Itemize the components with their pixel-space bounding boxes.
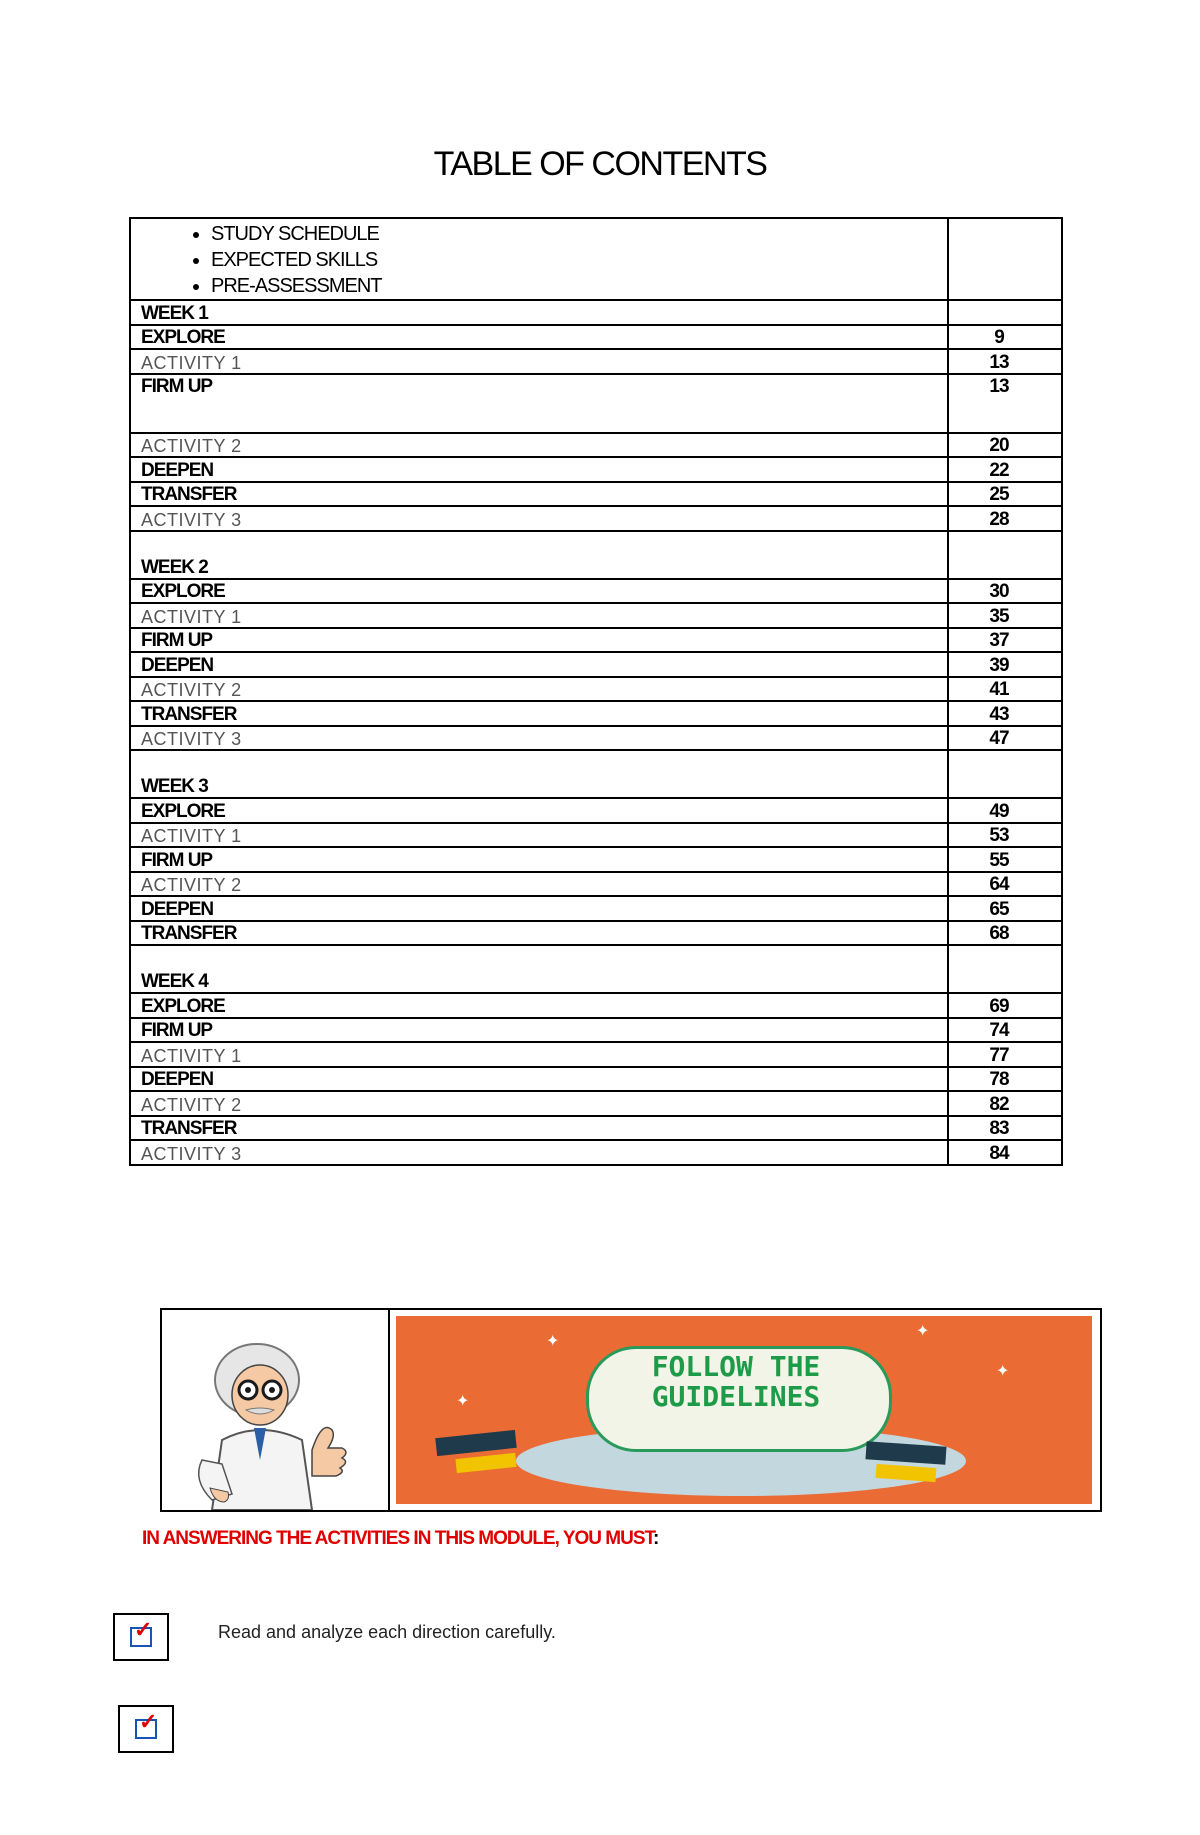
table-row bbox=[130, 847, 1062, 872]
toc-page-number: 64 bbox=[948, 872, 1062, 897]
toc-entry-label: TRANSFER bbox=[130, 482, 948, 507]
check-mark-icon: ✓ bbox=[135, 1719, 157, 1739]
toc-page-number: 77 bbox=[948, 1042, 1062, 1067]
table-row bbox=[130, 1116, 1062, 1141]
toc-page-number: 53 bbox=[948, 823, 1062, 848]
toc-page-number: 13 bbox=[948, 349, 1062, 374]
toc-entry-label: WEEK 2 bbox=[130, 531, 948, 579]
sparkle-icon: ✦ bbox=[546, 1333, 560, 1350]
toc-page-number: 82 bbox=[948, 1091, 1062, 1116]
toc-entry-label: ACTIVITY 1 bbox=[130, 823, 948, 848]
scientist-thumbs-up-icon bbox=[162, 1310, 386, 1510]
toc-page-number: 37 bbox=[948, 628, 1062, 653]
table-row bbox=[130, 798, 1062, 823]
toc-entry-label: ACTIVITY 3 bbox=[130, 506, 948, 531]
guidelines-banner bbox=[160, 1308, 1102, 1512]
toc-intro-row bbox=[130, 218, 1062, 300]
table-of-contents bbox=[129, 217, 1063, 1166]
table-row bbox=[130, 374, 1062, 433]
toc-page-number: 49 bbox=[948, 798, 1062, 823]
toc-entry-label: WEEK 3 bbox=[130, 750, 948, 798]
table-row bbox=[130, 1018, 1062, 1043]
instructions-heading-colon: : bbox=[653, 1528, 659, 1549]
table-row bbox=[130, 750, 1062, 798]
banner-headline-line2: GUIDELINES bbox=[651, 1380, 821, 1413]
toc-intro-cell bbox=[130, 218, 948, 300]
toc-entry-label: EXPLORE bbox=[130, 325, 948, 350]
page-title: TABLE OF CONTENTS bbox=[433, 145, 767, 183]
toc-page-cell bbox=[948, 218, 1062, 300]
toc-page-number bbox=[948, 750, 1062, 798]
list-item: • PRE-ASSESSMENT bbox=[211, 273, 947, 299]
toc-entry-label: FIRM UP bbox=[130, 847, 948, 872]
toc-page-number bbox=[948, 300, 1062, 325]
toc-entry-label: ACTIVITY 2 bbox=[130, 433, 948, 458]
toc-page-number: 83 bbox=[948, 1116, 1062, 1141]
toc-page-number: 35 bbox=[948, 603, 1062, 628]
table-row bbox=[130, 1042, 1062, 1067]
table-row bbox=[130, 921, 1062, 946]
toc-entry-label: EXPLORE bbox=[130, 993, 948, 1018]
toc-entry-label: TRANSFER bbox=[130, 1116, 948, 1141]
toc-entry-label: WEEK 1 bbox=[130, 300, 948, 325]
table-row bbox=[130, 823, 1062, 848]
sparkle-icon: ✦ bbox=[456, 1393, 470, 1410]
toc-page-number: 43 bbox=[948, 701, 1062, 726]
toc-entry-label: ACTIVITY 2 bbox=[130, 872, 948, 897]
toc-page-number: 78 bbox=[948, 1067, 1062, 1092]
toc-page-number: 47 bbox=[948, 726, 1062, 751]
toc-page-number: 9 bbox=[948, 325, 1062, 350]
table-row bbox=[130, 531, 1062, 579]
banner-headline-line1: FOLLOW THE bbox=[651, 1350, 821, 1383]
table-row bbox=[130, 726, 1062, 751]
toc-page-number: 84 bbox=[948, 1140, 1062, 1165]
toc-entry-label: EXPLORE bbox=[130, 798, 948, 823]
table-row bbox=[130, 457, 1062, 482]
banner-image-panel bbox=[390, 1310, 1100, 1510]
toc-entry-label: ACTIVITY 2 bbox=[130, 1091, 948, 1116]
toc-entry-label: DEEPEN bbox=[130, 457, 948, 482]
megaphone-trim-left bbox=[455, 1453, 516, 1473]
check-box-icon bbox=[118, 1705, 174, 1753]
table-row bbox=[130, 701, 1062, 726]
instruction-item-1: Read and analyze each direction carefully. bbox=[218, 1622, 556, 1642]
table-row bbox=[130, 506, 1062, 531]
toc-page-number: 65 bbox=[948, 896, 1062, 921]
list-item: • EXPECTED SKILLS bbox=[211, 247, 947, 273]
table-row bbox=[130, 579, 1062, 604]
toc-entry-label: ACTIVITY 1 bbox=[130, 349, 948, 374]
list-item: • STUDY SCHEDULE bbox=[211, 221, 947, 247]
table-row bbox=[130, 945, 1062, 993]
table-row bbox=[130, 349, 1062, 374]
toc-entry-label: TRANSFER bbox=[130, 701, 948, 726]
table-row bbox=[130, 872, 1062, 897]
instructions-heading bbox=[142, 1528, 658, 1550]
table-row bbox=[130, 677, 1062, 702]
table-row bbox=[130, 1140, 1062, 1165]
toc-page-number: 25 bbox=[948, 482, 1062, 507]
toc-page-number: 69 bbox=[948, 993, 1062, 1018]
toc-entry-label: FIRM UP bbox=[130, 628, 948, 653]
table-row bbox=[130, 300, 1062, 325]
banner-background bbox=[396, 1316, 1092, 1504]
table-row bbox=[130, 482, 1062, 507]
toc-page-number: 30 bbox=[948, 579, 1062, 604]
toc-page-number bbox=[948, 531, 1062, 579]
table-row bbox=[130, 1091, 1062, 1116]
table-row bbox=[130, 628, 1062, 653]
table-row bbox=[130, 896, 1062, 921]
mascot-panel bbox=[162, 1310, 390, 1510]
toc-page-number: 41 bbox=[948, 677, 1062, 702]
toc-page-number: 55 bbox=[948, 847, 1062, 872]
toc-entry-label: TRANSFER bbox=[130, 921, 948, 946]
toc-entry-label: ACTIVITY 1 bbox=[130, 1042, 948, 1067]
toc-page-number: 74 bbox=[948, 1018, 1062, 1043]
toc-entry-label: DEEPEN bbox=[130, 652, 948, 677]
toc-entry-label: FIRM UP bbox=[130, 374, 948, 433]
toc-entry-label: ACTIVITY 3 bbox=[130, 1140, 948, 1165]
check-box-icon bbox=[113, 1613, 169, 1661]
toc-page-number: 28 bbox=[948, 506, 1062, 531]
table-row bbox=[130, 652, 1062, 677]
table-row bbox=[130, 433, 1062, 458]
table-row bbox=[130, 993, 1062, 1018]
megaphone-handle-left bbox=[435, 1430, 516, 1456]
toc-entry-label: FIRM UP bbox=[130, 1018, 948, 1043]
sparkle-icon: ✦ bbox=[996, 1363, 1010, 1380]
table-row bbox=[130, 1067, 1062, 1092]
sparkle-icon: ✦ bbox=[916, 1323, 930, 1340]
toc-entry-label: WEEK 4 bbox=[130, 945, 948, 993]
banner-headline bbox=[586, 1352, 886, 1412]
toc-page-number: 68 bbox=[948, 921, 1062, 946]
toc-page-number: 13 bbox=[948, 374, 1062, 433]
table-row bbox=[130, 603, 1062, 628]
instructions-heading-text: IN ANSWERING THE ACTIVITIES IN THIS MODULE, YOU MUST bbox=[142, 1528, 653, 1549]
toc-entry-label: ACTIVITY 3 bbox=[130, 726, 948, 751]
intro-list bbox=[141, 221, 947, 299]
toc-page-number bbox=[948, 945, 1062, 993]
toc-page-number: 39 bbox=[948, 652, 1062, 677]
toc-page-number: 20 bbox=[948, 433, 1062, 458]
table-row bbox=[130, 325, 1062, 350]
toc-entry-label: EXPLORE bbox=[130, 579, 948, 604]
toc-page-number: 22 bbox=[948, 457, 1062, 482]
toc-entry-label: DEEPEN bbox=[130, 896, 948, 921]
check-mark-icon: ✓ bbox=[130, 1627, 152, 1647]
toc-entry-label: ACTIVITY 2 bbox=[130, 677, 948, 702]
toc-entry-label: ACTIVITY 1 bbox=[130, 603, 948, 628]
toc-entry-label: DEEPEN bbox=[130, 1067, 948, 1092]
